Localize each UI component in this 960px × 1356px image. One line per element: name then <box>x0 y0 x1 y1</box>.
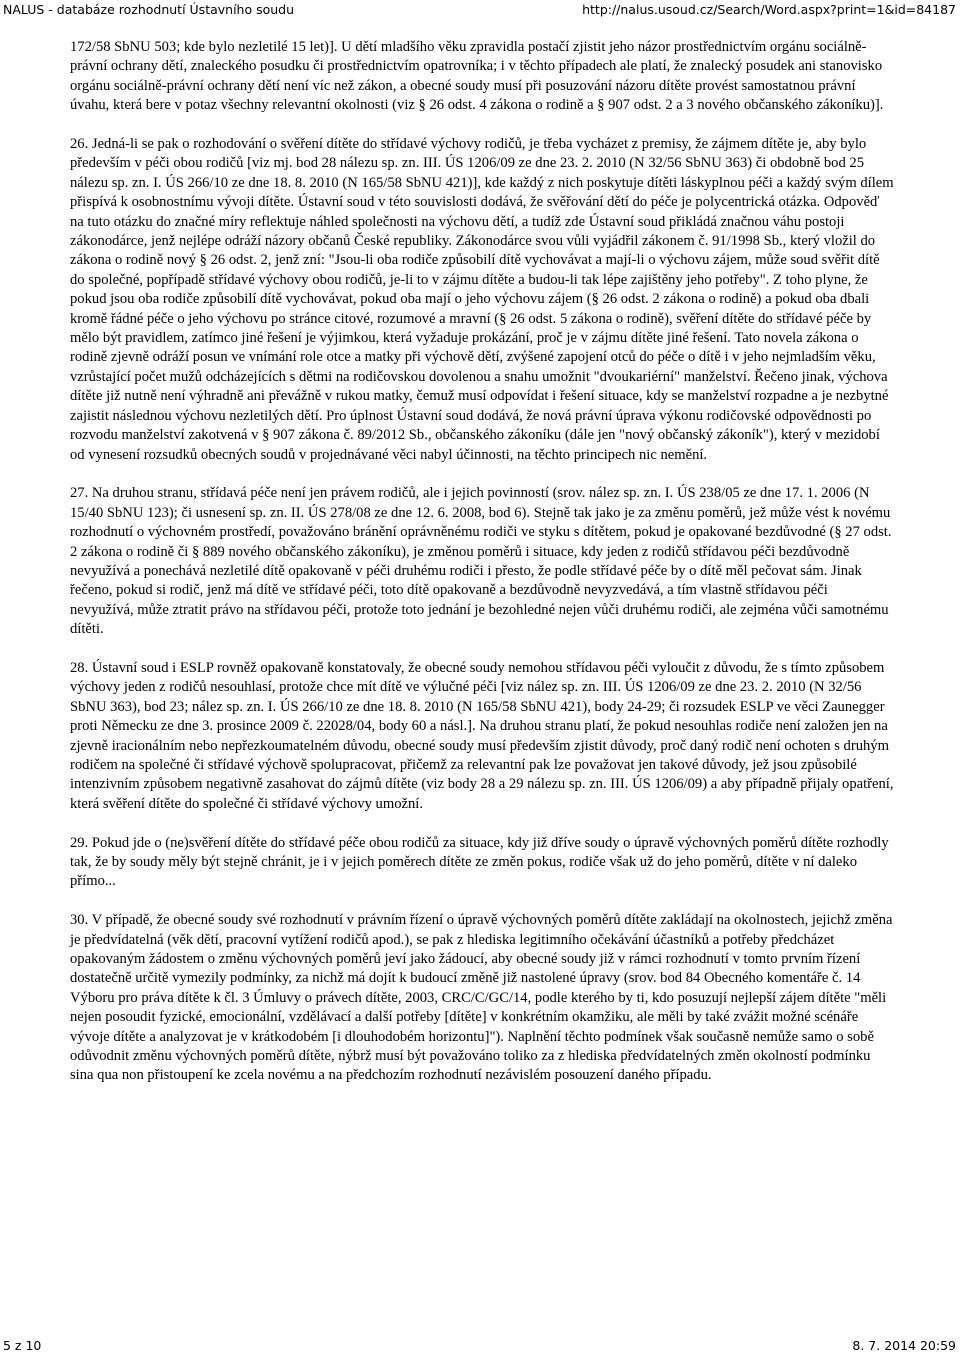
paragraph-28: 28. Ústavní soud i ESLP rovněž opakovaně konstatovaly, že obecné soudy nemohou střídavou péči vyloučit z důvodu, že s tímto způsobem výchovy jeden z rodičů nesouhlasí, protože chce mít dítě ve výlučné péči [viz nález sp. zn. III. ÚS 1206/09 ze dne 23. 2. 2010 (N 32/56 SbNU 363), bod 23; nález sp. zn. I. ÚS 266/10 ze dne 18. 8. 2010 (N 165/58 SbNU 421), body 24-29; či rozsudek ESLP ve věci Zaunegger proti Německu ze dne 3. prosince 2009 č. 22028/04, body 60 a násl.]. Na druhou stranu platí, že pokud nesouhlas rodiče není založen jen na zjevně iracionálním nebo nepřezkoumatelném důvodu, obecné soudy musí především zjistit důvody, proč daný rodič není ochoten s druhým rodičem na společné či střídavé výchově spolupracovat, přičemž za relevantní pak lze považovat jen takové důvody, jež jsou způsobilé intenzivním způsobem negativně zasahovat do zájmů dítěte (viz body 28 a 29 nálezu sp. zn. III. ÚS 1206/09) a aby případně přijaly opatření, která svěření dítěte do společné či střídavé výchovy umožní. <box>70 659 894 812</box>
paragraph-29: 29. Pokud jde o (ne)svěření dítěte do střídavé péče obou rodičů za situace, kdy již dříve soudy o úpravě výchovných poměrů dítěte rozhodly tak, že by soudy měly být stejně chránit, je i v jejich poměrech dítěte ze změn pokus, rodiče však už do jeho poměrů, dítěte v ní daleko přímo... <box>70 834 889 890</box>
print-footer <box>0 1336 960 1356</box>
page-title: NALUS - databáze rozhodnutí Ústavního soudu <box>3 2 295 17</box>
paragraph-30: 30. V případě, že obecné soudy své rozhodnutí v právním řízení o úpravě výchovných poměrů dítěte zakládají na okolnostech, jejichž změna je předvídatelná (věk dětí, pracovní vytížení rodičů apod.), se pak z hlediska legitimního očekávání účastníků a potřeby předcházet opakovaným žádostem o změnu výchovných poměrů jeví jako žádoucí, aby obecné soudy již v rámci rozhodnutí v tomto prvním řízení dostatečně určitě vymezily podmínky, za nichž má dojít k budoucí změně již nastolené úpravy (srov. bod 84 Obecného komentáře č. 14 Výboru pro práva dítěte k čl. 3 Úmluvy o právech dítěte, 2003, CRC/C/GC/14, podle kterého by ti, kdo posuzují nejlepší zájem dítěte "měli nejen posoudit fyzické, emocionální, vzdělávací a další potřeby [dítěte] v konkrétním okamžiku, ale měli by také zvážit možné scénáře vývoje dítěte a analyzovat je v krátkodobém [i dlouhodobém horizontu]"). Naplnění těchto podmínek však současně nemůže samo o sobě odůvodnit změnu výchovných poměrů dítěte, nýbrž musí být považováno toliko za z hlediska předvídatelných změn okolností podmínku sina qua non přistoupení ke zcela novému a na předchozím rozhodnutí nezávislém posouzení daného případu. <box>70 912 893 1084</box>
page-number: 5 z 10 <box>3 1338 42 1353</box>
print-timestamp: 8. 7. 2014 20:59 <box>852 1338 956 1353</box>
print-header <box>0 0 960 24</box>
paragraph-26: 26. Jedná-li se pak o rozhodování o svěření dítěte do střídavé výchovy rodičů, je třeba vycházet z premisy, že zájmem dítěte je, aby bylo především v péči obou rodičů [viz mj. bod 28 nálezu sp. zn. III. ÚS 1206/09 ze dne 23. 2. 2010 (N 32/56 SbNU 363) či obdobně bod 25 nálezu sp. zn. I. ÚS 266/10 ze dne 18. 8. 2010 (N 165/58 SbNU 421)], kde každý z nich poskytuje dítěti láskyplnou péči a každý svým dílem přispívá k osobnostnímu vývoji dítěte. Ústavní soud v této souvislosti dodává, že svěřování dětí do péče je polycentrická otázka. Odpověď na tuto otázku do značné míry reflektuje náhled společnosti na výchovu dětí, a tudíž zde Ústavní soud přikládá značnou váhu postoji zákonodárce, jenž nejlépe odráží názory občanů České republiky. Zákonodárce svou vůli vyjádřil zákonem č. 91/1998 Sb., který vložil do zákona o rodině nový § 26 odst. 2, jenž zní: "Jsou-li oba rodiče způsobilí dítě vychovávat a mají-li o výchovu zájem, může soud svěřit dítě do společné, popřípadě střídavé výchovy obou rodičů, je-li to v zájmu dítěte a budou-li tak lépe zajištěny jeho potřeby". Z toho plyne, že pokud jsou oba rodiče způsobilí dítě vychovávat, pokud oba mají o jeho výchovu zájem (§ 26 odst. 2 zákona o rodině) a pokud oba dbali kromě řádné péče o jeho výchovu po stránce citové, rozumové a mravní (§ 26 odst. 5 zákona o rodině), svěření dítěte do střídavé péče by mělo být pravidlem, zatímco jiné řešení je výjimkou, která vyžaduje prokázání, proč je v zájmu dítěte jiné řešení. Tato novela zákona o rodině zjevně odráží posun ve vnímání role otce a matky při výchově dětí, zvýšené zapojení otců do péče o dítě i v jeho nejmladším věku, vzrůstající počet mužů odcházejících s dětmi na rodičovskou dovolenou a snahu umožnit "dvoukariérní" manželství. Řečeno jinak, výchova dítěte již nutně není výhradně ani převážně v rukou matky, čemuž musí odpovídat i řešení situace, kdy se manželství rozpadne a je nezbytné zajistit následnou výchovu nezletilých dětí. Pro úplnost Ústavní soud dodává, že nová právní úprava výkonu rodičovské odpovědnosti po rozvodu manželství zakotvená v § 907 zákona č. 89/2012 Sb., občanského zákoníku (dále jen "nový občanský zákoník"), který v mezidobí od vynesení rozsudků obecných soudů v projednávané věci nabyl účinnosti, na těchto principech nic nemění. <box>70 136 894 463</box>
page-url: http://nalus.usoud.cz/Search/Word.aspx?print=1&id=84187 <box>582 2 956 17</box>
document-body <box>70 38 894 1105</box>
paragraph-continuation: 172/58 SbNU 503; kde bylo nezletilé 15 let)]. U dětí mladšího věku zpravidla postačí zjistit jeho názor prostřednictvím orgánu sociálně-právní ochrany dětí, znaleckého posudku či prostřednictvím opatrovníka; i v těchto případech ale platí, že znalecký posudek ani stanovisko orgánu sociálně-právní ochrany dětí není víc než zákon, a obecné soudy musí při posuzování názoru dítěte provést samostatnou právní úvahu, která bere v potaz všechny relevantní okolnosti (viz § 26 odst. 4 zákona o rodině a § 907 odst. 2 a 3 nového občanského zákoníku)]. <box>70 39 884 114</box>
paragraph-27: 27. Na druhou stranu, střídavá péče není jen právem rodičů, ale i jejich povinností (srov. nález sp. zn. I. ÚS 238/05 ze dne 17. 1. 2006 (N 15/40 SbNU 123); či usnesení sp. zn. II. ÚS 278/08 ze dne 12. 6. 2008, bod 6). Stejně tak jako je za změnu poměrů, jež může vést k novému rozhodnutí o výchovném prostředí, považováno bránění oprávněnému rodiči ve styku s dítětem, pokud je opakované bezdůvodné (§ 27 odst. 2 zákona o rodině či § 889 nového občanského zákoníku), je změnou poměrů i situace, kdy jeden z rodičů střídavou péči bezdůvodně nevyužívá a ponechává nezletilé dítě opakovaně v péči druhému rodiči i přesto, že podle střídavé péče by o dítě měl pečovat sám. Jinak řečeno, pokud si rodič, jenž má dítě ve střídavé péči, toto dítě opakovaně a bezdůvodně nevyzvedává, a tím vlastně střídavou péči nevyužívá, může ztratit právo na střídavou péči, protože toto jednání je bezohledné nejen vůči druhému rodiči, ale zejména vůči samotnému dítěti. <box>70 485 892 638</box>
